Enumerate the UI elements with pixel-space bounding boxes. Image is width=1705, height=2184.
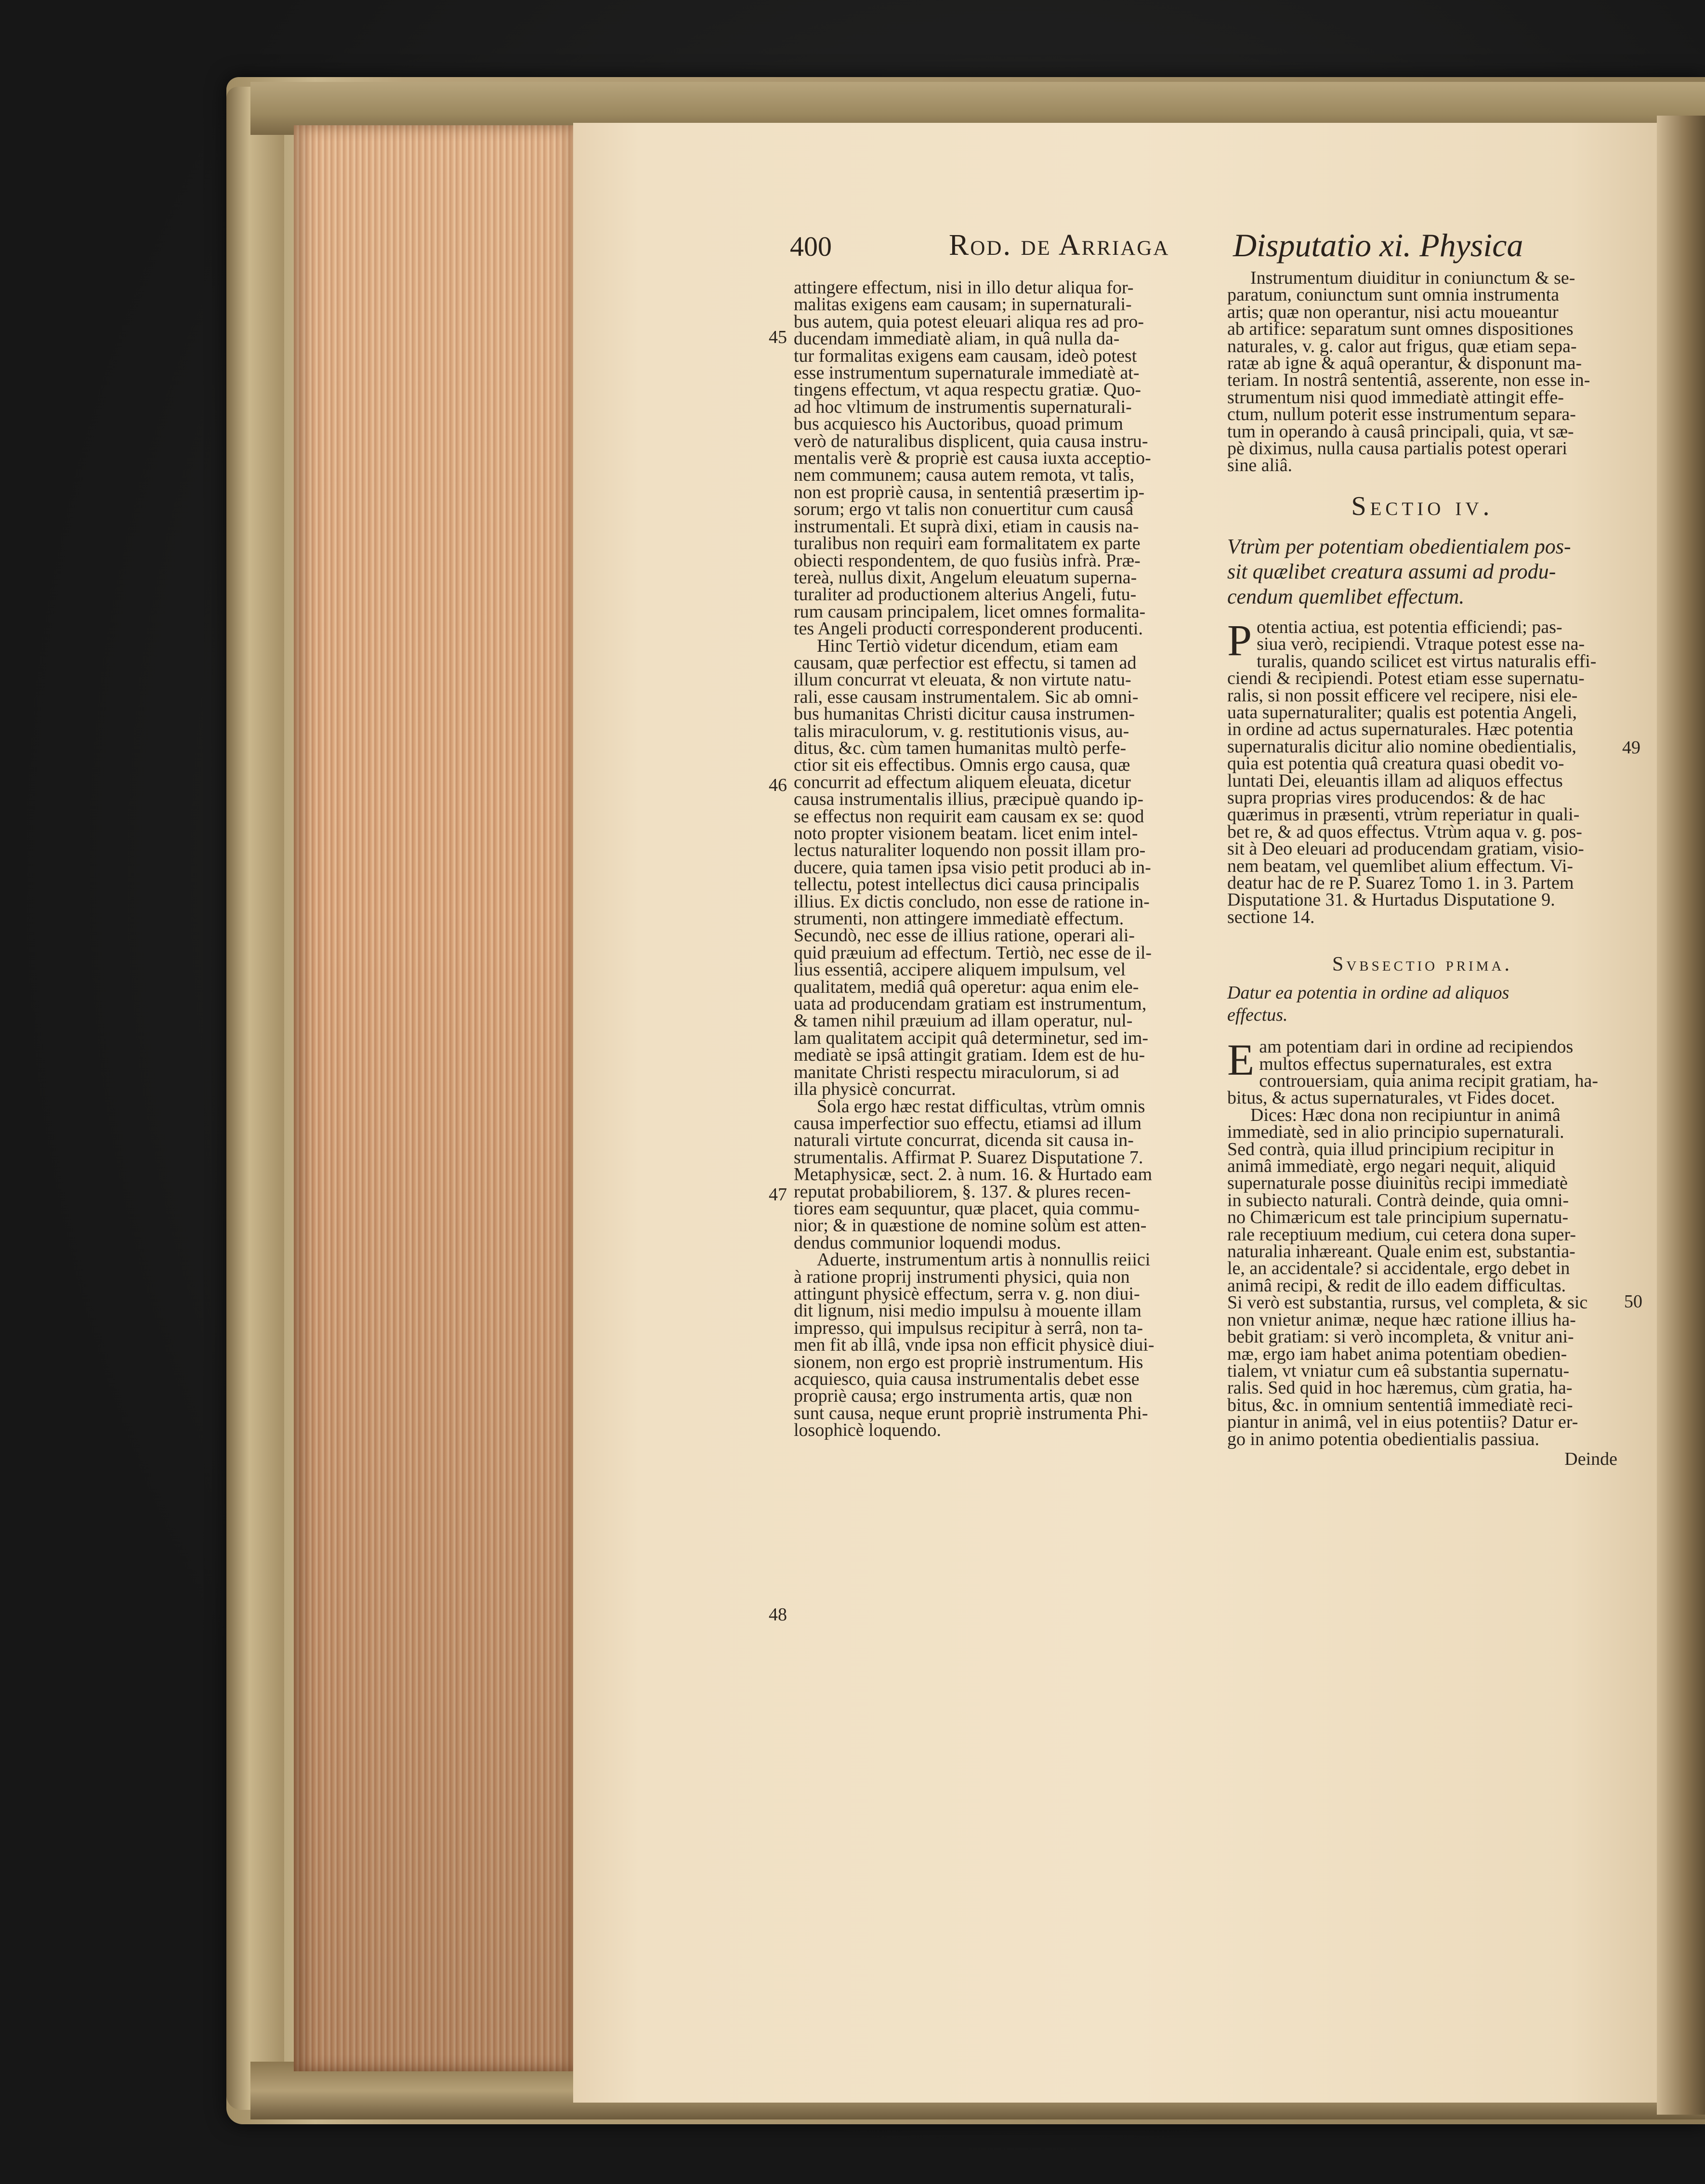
text-line: ralis. Sed quid in hoc hæremus, cùm gratia, ha-: [1227, 1378, 1573, 1398]
text-line: à ratione proprij instrumenti physici, quia non: [794, 1266, 1130, 1287]
text-line: mæ, ergo iam habet anima potentiam obedien-: [1227, 1343, 1567, 1364]
text-line: no Chimæricum est tale principium supernatu-: [1227, 1207, 1569, 1228]
text-line: bus acquiesco his Auctoribus, quoad primum: [794, 414, 1123, 434]
text-line: Dices: Hæc dona non recipiuntur in animâ: [1250, 1105, 1561, 1125]
text-line: attingunt physicè effectum, serra v. g. non diui-: [794, 1283, 1140, 1304]
text-line: qualitatem, mediâ quâ operetur: aqua enim ele-: [794, 976, 1139, 997]
text-line: tur formalitas exigens eam causam, ideò potest: [794, 345, 1137, 366]
text-line: sectione 14.: [1227, 907, 1315, 927]
text-line: illius. Ex dictis concludo, non esse de ratione in-: [794, 891, 1150, 912]
text-line: teriam. In nostrâ sententiâ, asserente, non esse in-: [1227, 370, 1590, 391]
text-line: strumentalis. Affirmat P. Suarez Disputatione 7.: [794, 1147, 1143, 1168]
subsection-heading: Svbsectio prima.: [1332, 953, 1512, 976]
text-line: reputat probabiliorem, §. 137. & plures recen-: [794, 1181, 1131, 1202]
text-line: men fit ab illâ, vnde ipsa non efficit physicè diui-: [794, 1335, 1154, 1355]
text-line: uata supernaturaliter; qualis est potentia Angeli,: [1227, 702, 1577, 723]
text-line: quærimus in præsenti, vtrùm reperiatur in quali-: [1227, 804, 1580, 825]
page-header: [790, 226, 1618, 275]
text-line: turaliter ad productionem alterius Angeli, futu-: [794, 584, 1137, 605]
margin-number: 48: [769, 1605, 787, 1625]
text-line: naturales, v. g. calor aut frigus, quæ etiam sepa-: [1227, 336, 1577, 356]
text-line: tum in operando à causâ principali, quia, vt sæ-: [1227, 421, 1574, 442]
text-line: sit quælibet creatura assumi ad produ-: [1227, 559, 1556, 583]
text-line: controuersiam, quia anima recipit gratiam, ha-: [1259, 1071, 1598, 1091]
text-line: sit à Deo eleuari ad producendam gratiam, visio-: [1227, 839, 1584, 859]
right-text-column: [1227, 270, 1617, 1468]
text-line: rali, esse causam instrumentalem. Sic ab omni-: [794, 686, 1139, 707]
running-head-author: Rod. de Arriaga: [949, 229, 1170, 262]
book-gutter: [1657, 116, 1705, 2115]
text-line: non est propriè causa, in sententiâ præsertim ip-: [794, 482, 1145, 502]
text-line: in subiecto naturali. Contrà deinde, quia omni-: [1227, 1190, 1569, 1210]
text-line: am potentiam dari in ordine ad recipiendos: [1259, 1037, 1574, 1057]
text-line: supernaturalis dicitur alio nomine obedientialis,: [1227, 736, 1576, 757]
text-line: in ordine ad actus supernaturales. Hæc potentia: [1227, 719, 1574, 740]
margin-number: 50: [1624, 1291, 1642, 1312]
text-line: tes Angeli producti corresponderent producenti.: [794, 618, 1143, 639]
text-line: piantur in animâ, vel in eius potentiis? Datur er-: [1227, 1412, 1578, 1433]
text-line: cendum quemlibet effectum.: [1227, 584, 1465, 608]
text-line: causam, quæ perfectior est effectu, si tamen ad: [794, 652, 1137, 673]
text-line: artis; quæ non operantur, nisi actu moueantur: [1227, 302, 1559, 322]
drop-cap: E: [1227, 1035, 1255, 1085]
text-line: Sed contrà, quia illud principium recipitur in: [1227, 1139, 1554, 1159]
text-line: strumentum nisi quod immediatè attingit effe-: [1227, 387, 1564, 408]
text-line: instrumentali. Et suprà dixi, etiam in causis na-: [794, 516, 1139, 537]
text-line: lam qualitatem accipit quâ determinetur, sed im-: [794, 1027, 1149, 1048]
text-line: tialem, vt vniatur cum eâ substantia supernatu-: [1227, 1360, 1570, 1381]
text-line: sionem, non ergo est propriè instrumentum. His: [794, 1352, 1143, 1372]
text-line: illum concurrat vt eleuata, & non virtute natu-: [794, 670, 1131, 690]
text-line: ad hoc vltimum de instrumentis supernaturali-: [794, 396, 1132, 417]
text-line: causa imperfectior suo effectu, etiamsi ad illum: [794, 1113, 1142, 1133]
text-line: naturalia inhæreant. Quale enim est, substantia-: [1227, 1241, 1575, 1262]
paragraph-50: [1227, 1035, 1617, 1449]
text-line: Disputatione 31. & Hurtadus Disputatione 9.: [1227, 890, 1555, 910]
text-line: acquiesco, quia causa instrumentalis debet esse: [794, 1369, 1140, 1389]
text-line: Aduerte, instrumentum artis à nonnullis reiici: [817, 1250, 1151, 1270]
text-line: malitas exigens eam causam; in supernaturali-: [794, 294, 1132, 315]
margin-number: 49: [1622, 737, 1640, 758]
text-line: attingere effectum, nisi in illo detur aliqua for-: [794, 277, 1134, 298]
text-line: nem communem; causa autem remota, vt talis,: [794, 465, 1135, 486]
margin-number: 45: [769, 327, 787, 347]
text-line: bet re, & ad quos effectus. Vtrùm aqua v. g. pos-: [1227, 821, 1582, 842]
text-line: & tamen nihil præuium ad illam operatur, nul-: [794, 1011, 1133, 1031]
text-line: bitus, &c. in omnium sententiâ immediatè reci-: [1227, 1395, 1573, 1415]
text-line: pè diximus, nulla causa partialis potest operari: [1227, 438, 1567, 459]
text-line: animâ immediatè, ergo negari nequit, aliquid: [1227, 1156, 1556, 1177]
text-line: rum causam principalem, licet omnes formalita-: [794, 601, 1146, 622]
text-line: bus autem, quia potest eleuari aliqua res ad pro-: [794, 311, 1144, 332]
text-line: Instrumentum diuiditur in coniunctum & se-: [1250, 268, 1575, 288]
text-line: paratum, coniunctum sunt omnia instrumenta: [1227, 285, 1560, 305]
text-line: rale receptiuum medium, cui cetera dona super-: [1227, 1224, 1576, 1245]
text-line: Secundò, nec esse de illius ratione, operari ali-: [794, 925, 1135, 946]
text-line: ralis, si non possit efficere vel recipere, nisi ele-: [1227, 685, 1578, 706]
text-line: bitus, & actus supernaturales, vt Fides docet.: [1227, 1088, 1555, 1108]
text-line: otentia actiua, est potentia efficiendi; pas-: [1257, 617, 1562, 637]
text-line: uata ad producendam gratiam est instrumentum,: [794, 994, 1147, 1014]
left-text-column: [794, 279, 1218, 1439]
text-line: lius essentiâ, accipere aliquem impulsum, vel: [794, 960, 1126, 980]
text-line: bus humanitas Christi dicitur causa instrumen-: [794, 704, 1135, 724]
text-line: impresso, qui impulsus recipitur à serrâ, non ta-: [794, 1317, 1143, 1338]
text-line: ab artifice: separatum sunt omnes dispositiones: [1227, 319, 1574, 340]
text-line: turalis, quando scilicet est virtus naturalis effi-: [1257, 651, 1597, 671]
drop-cap: P: [1227, 615, 1252, 665]
page-edges-shade: [294, 125, 578, 2071]
text-line: se effectus non requirit eam causam ex se: quod: [794, 806, 1144, 827]
text-line: animâ recipi, & redit de illo eadem difficultas.: [1227, 1275, 1566, 1296]
text-line: noto propter visionem beatam. licet enim intel-: [794, 823, 1138, 843]
text-line: mediatè se ipsâ attingit gratiam. Idem est de hu-: [794, 1045, 1145, 1066]
text-line: tereà, nullus dixit, Angelum eleuatum superna-: [794, 567, 1137, 588]
text-line: ctum, nullum poterit esse instrumentum separa-: [1227, 404, 1576, 425]
text-line: propriè causa; ergo instrumenta artis, quæ non: [794, 1386, 1133, 1407]
text-line: tiores eam sequuntur, quæ placet, quia commu-: [794, 1198, 1140, 1219]
paragraph-49: [1227, 615, 1617, 927]
text-line: non vnietur animæ, neque hæc ratione illius ha-: [1227, 1309, 1576, 1330]
section-heading: Sectio iv.: [1351, 491, 1494, 521]
text-line: deatur hac de re P. Suarez Tomo 1. in 3. Partem: [1227, 872, 1574, 893]
text-line: supra proprias vires producendos: & de hac: [1227, 787, 1546, 808]
text-line: verò de naturalibus displicent, quia causa instru-: [794, 431, 1148, 451]
section-title: [1227, 534, 1617, 609]
text-line: tellectu, potest intellectus dici causa principalis: [794, 874, 1140, 895]
text-line: dit lignum, nisi medio impulsu à mouente illam: [794, 1301, 1141, 1321]
catchword: Deinde: [1564, 1448, 1617, 1469]
text-line: ctior sit eis effectibus. Omnis ergo causa, quæ: [794, 755, 1130, 776]
text-line: obiecti respondentem, de quo fusiùs infrà. Præ-: [794, 550, 1141, 571]
text-line: le, an accidentale? si accidentale, ergo debet in: [1227, 1258, 1570, 1279]
text-line: Si verò est substantia, rursus, vel completa, & sic: [1227, 1292, 1588, 1313]
text-line: strumenti, non attingere immediatè effectum.: [794, 908, 1124, 929]
running-head-title: Disputatio xi. Physica: [1233, 227, 1523, 263]
margin-number: 46: [769, 775, 787, 795]
text-line: turalibus non requiri eam formalitatem ex parte: [794, 533, 1141, 554]
text-line: illa physicè concurrat.: [794, 1079, 956, 1100]
text-line: luntati Dei, eleuantis illam ad aliquos effectus: [1227, 770, 1563, 791]
text-line: Datur ea potentia in ordine ad aliquos: [1227, 983, 1509, 1003]
text-line: supernaturale posse diuinitùs recipi immediatè: [1227, 1173, 1568, 1194]
text-line: ditus, &c. cùm tamen humanitas multò perfe-: [794, 737, 1127, 758]
text-line: multos effectus supernaturales, est extra: [1259, 1053, 1552, 1074]
text-line: mentalis verè & propriè est causa iuxta acceptio-: [794, 448, 1151, 469]
text-line: quia est potentia quâ creatura quasi obedit vo-: [1227, 753, 1564, 774]
text-line: esse instrumentum supernaturale immediatè at-: [794, 363, 1140, 383]
text-line: sorum; ergo vt talis non conuertitur cum causâ: [794, 499, 1134, 520]
text-line: effectus.: [1227, 1005, 1288, 1026]
text-line: Metaphysicæ, sect. 2. à num. 16. & Hurtado eam: [794, 1164, 1153, 1185]
text-line: tingens effectum, vt aqua respectu gratiæ. Quo-: [794, 380, 1141, 400]
text-line: immediatè, sed in alio principio supernaturali.: [1227, 1122, 1564, 1143]
text-line: sine aliâ.: [1227, 455, 1293, 476]
text-line: Sola ergo hæc restat difficultas, vtrùm omnis: [817, 1096, 1145, 1117]
text-line: concurrit ad effectum aliquem eleuata, dicetur: [794, 772, 1131, 792]
text-line: lectus naturaliter loquendo non possit illam pro-: [794, 840, 1146, 861]
text-line: losophicè loquendo.: [794, 1420, 942, 1441]
binding-edge: [226, 87, 284, 2110]
text-line: quid præuium ad effectum. Tertiò, nec esse de il-: [794, 942, 1152, 963]
subsection-title: [1227, 982, 1617, 1026]
text-line: ducendam immediatè aliam, in quâ nulla da-: [794, 329, 1120, 349]
margin-number: 47: [769, 1184, 787, 1205]
text-line: dendus communior loquendi modus.: [794, 1232, 1062, 1253]
text-line: go in animo potentia obedientialis passiua.: [1227, 1429, 1539, 1449]
text-line: bebit gratiam: si verò incompleta, & vnitur ani-: [1227, 1327, 1574, 1347]
text-line: Vtrùm per potentiam obedientialem pos-: [1227, 534, 1571, 558]
text-line: ciendi & recipiendi. Potest etiam esse supernatu-: [1227, 668, 1585, 689]
text-line: siua verò, recipiendi. Vtraque potest esse na-: [1257, 634, 1585, 655]
text-line: manitate Christi respectu miraculorum, si ad: [794, 1062, 1119, 1082]
text-line: talis miraculorum, v. g. restitutionis visus, au-: [794, 721, 1129, 741]
text-line: nior; & in quæstione de nomine solùm est atten-: [794, 1215, 1147, 1236]
text-line: causa instrumentalis illius, præcipuè quando ip-: [794, 789, 1144, 810]
text-line: ducere, quia tamen ipsa visio petit produci ab in-: [794, 857, 1151, 878]
text-line: sunt causa, neque erunt propriè instrumenta Phi-: [794, 1403, 1148, 1423]
text-line: nem beatam, vel quemlibet alium effectum. Vi-: [1227, 855, 1574, 876]
text-line: naturali virtute concurrat, dicenda sit causa in-: [794, 1130, 1134, 1151]
page-number: 400: [790, 231, 832, 262]
text-line: ratæ ab igne & aquâ operantur, & disponunt ma-: [1227, 353, 1582, 374]
text-line: Hinc Tertiò videtur dicendum, etiam eam: [817, 635, 1118, 656]
